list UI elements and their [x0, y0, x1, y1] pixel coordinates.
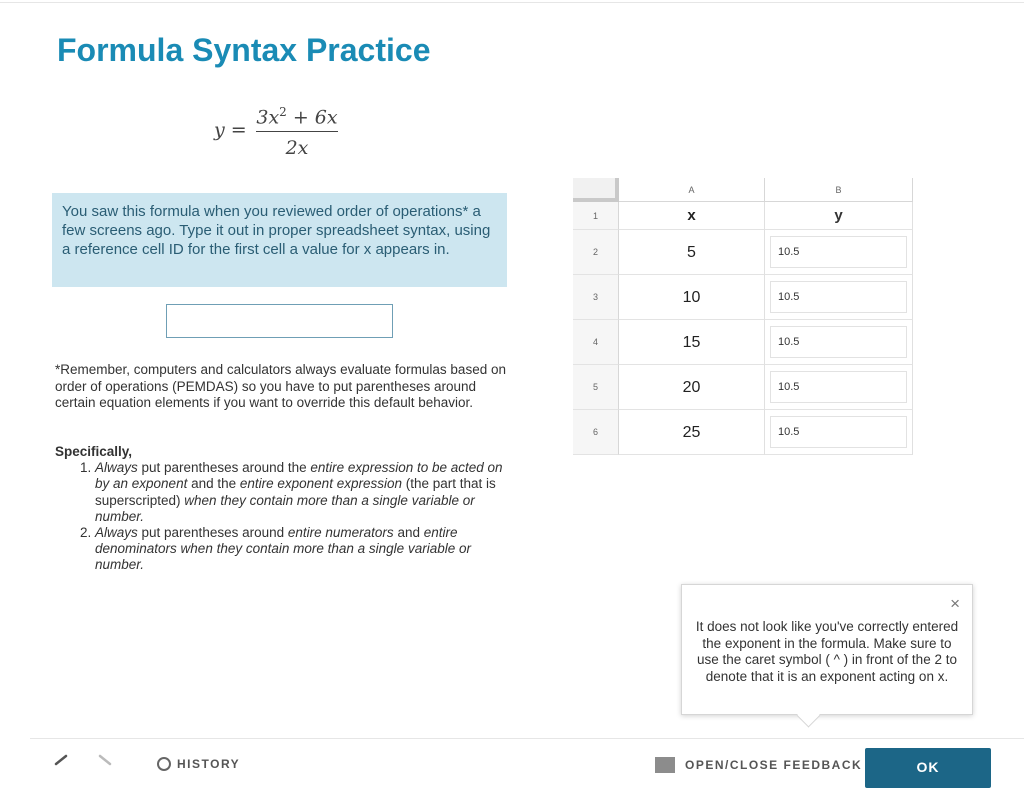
rules-list [55, 460, 510, 573]
history-label: HISTORY [177, 757, 241, 771]
cell-a3: 10 [619, 275, 765, 320]
cell-a6: 25 [619, 410, 765, 455]
page-title: Formula Syntax Practice [57, 32, 431, 68]
footer-divider [30, 738, 1024, 739]
rule-2: 2. Always put parentheses around entire numerators and entire denominators when they contain more than a single variable or number. [95, 525, 510, 574]
feedback-message: It does not look like you've correctly entered the exponent in the formula. Make sure to use the caret symbol ( ^ ) in front of the 2 to denote that it is an exponent acting on x. [695, 619, 959, 684]
feedback-toggle-button[interactable] [655, 757, 862, 773]
instruction-box: You saw this formula when you reviewed order of operations* a few screens ago. Type it out in proper spreadsheet syntax, using a reference cell ID for the first cell a value for x appears in. [52, 193, 507, 287]
row-header-5: 5 [573, 365, 619, 410]
fraction-bar [256, 131, 338, 132]
cell-b6-value: 10.5 [770, 416, 907, 448]
column-header-b: B [765, 178, 913, 202]
cell-a4: 15 [619, 320, 765, 365]
rule-1: 1. Always put parentheses around the entire expression to be acted on by an exponent and the entire exponent expression (the part that is superscripted) when they contain more than a single variable or number. [95, 460, 510, 525]
formula-denominator: 2x [285, 137, 309, 160]
cell-b5-value: 10.5 [770, 371, 907, 403]
numerator-term-b: + 6x [286, 106, 338, 129]
numerator-term-a: 3x [256, 106, 280, 129]
chevron-right-icon[interactable] [96, 752, 116, 772]
pemdas-note [55, 362, 510, 412]
formula-fraction [256, 98, 338, 160]
formula-numerator [256, 98, 338, 131]
formula-lhs: y = [214, 119, 247, 141]
chevron-left-icon[interactable] [50, 752, 70, 772]
cell-b2 [765, 230, 913, 275]
cell-b3-value: 10.5 [770, 281, 907, 313]
ok-button[interactable]: OK [865, 748, 991, 788]
row-header-3: 3 [573, 275, 619, 320]
cell-b4-value: 10.5 [770, 326, 907, 358]
numerator-exponent: 2 [279, 105, 287, 119]
specifically-rules [55, 444, 510, 574]
feedback-icon [655, 757, 675, 773]
cell-a1: x [619, 202, 765, 230]
column-header-a: A [619, 178, 765, 202]
row-header-2: 2 [573, 230, 619, 275]
clock-icon [157, 757, 171, 771]
popup-pointer [796, 703, 820, 727]
cell-b2-value: 10.5 [770, 236, 907, 268]
cell-a2: 5 [619, 230, 765, 275]
cell-b3 [765, 275, 913, 320]
close-icon[interactable]: × [950, 594, 960, 613]
row-header-1: 1 [573, 202, 619, 230]
history-button[interactable] [157, 757, 240, 771]
formula-answer-input[interactable] [166, 304, 393, 338]
cell-b5 [765, 365, 913, 410]
feedback-toggle-label: OPEN/CLOSE FEEDBACK [685, 758, 863, 772]
cell-b6 [765, 410, 913, 455]
row-header-6: 6 [573, 410, 619, 455]
spreadsheet [573, 178, 913, 460]
feedback-popup [681, 584, 973, 715]
row-header-4: 4 [573, 320, 619, 365]
cell-b1: y [765, 202, 913, 230]
cell-a5: 20 [619, 365, 765, 410]
note-text: *Remember, computers and calculators always evaluate formulas based on order of operations (PEMDAS) so you have to put parentheses around certain equation elements if you want to override this default behavior. [55, 362, 506, 410]
cell-b4 [765, 320, 913, 365]
sheet-corner [573, 178, 619, 202]
rules-heading: Specifically, [55, 444, 133, 459]
top-divider [0, 2, 1024, 3]
